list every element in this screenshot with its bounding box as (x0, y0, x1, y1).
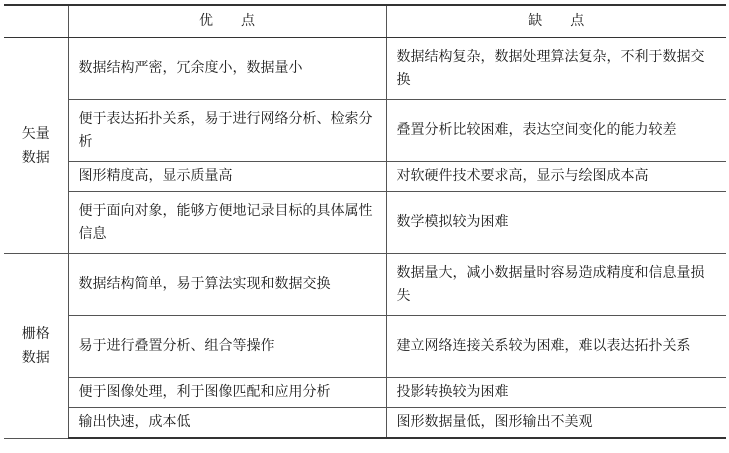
category-label-line2: 数据 (21, 349, 50, 366)
table-row (4, 316, 726, 378)
table-row (4, 408, 726, 439)
category-raster-data (4, 254, 68, 439)
pro-cell: 便于表达拓扑关系，易于进行网络分析、检索分析 (68, 100, 386, 162)
con-cell: 对软硬件技术要求高，显示与绘图成本高 (386, 162, 726, 192)
con-cell: 叠置分析比较困难，表达空间变化的能力较差 (386, 100, 726, 162)
pro-cell: 图形精度高，显示质量高 (68, 162, 386, 192)
table-row (4, 254, 726, 316)
category-label-line1: 矢量 (21, 125, 50, 142)
category-label-line2: 数据 (21, 149, 50, 166)
con-cell: 数据量大，减小数据量时容易造成精度和信息量损失 (386, 254, 726, 316)
table-row (4, 100, 726, 162)
header-pros: 优 点 (68, 5, 386, 38)
pro-cell: 输出快速，成本低 (68, 408, 386, 439)
con-cell: 图形数据量低，图形输出不美观 (386, 408, 726, 439)
pro-cell: 便于面向对象，能够方便地记录目标的具体属性信息 (68, 192, 386, 254)
con-cell: 数据结构复杂，数据处理算法复杂，不利于数据交换 (386, 38, 726, 100)
table-row (4, 38, 726, 100)
table-row (4, 192, 726, 254)
con-cell: 数学模拟较为困难 (386, 192, 726, 254)
table-row (4, 162, 726, 192)
category-label-line1: 栅格 (21, 325, 50, 342)
table-row (4, 378, 726, 408)
con-cell: 建立网络连接关系较为困难，难以表达拓扑关系 (386, 316, 726, 378)
pro-cell: 数据结构简单，易于算法实现和数据交换 (68, 254, 386, 316)
con-cell: 投影转换较为困难 (386, 378, 726, 408)
pro-cell: 易于进行叠置分析、组合等操作 (68, 316, 386, 378)
comparison-table (4, 4, 726, 439)
header-cons: 缺 点 (386, 5, 726, 38)
pro-cell: 数据结构严密，冗余度小，数据量小 (68, 38, 386, 100)
pro-cell: 便于图像处理，利于图像匹配和应用分析 (68, 378, 386, 408)
category-vector-data (4, 38, 68, 254)
header-category (4, 5, 68, 38)
header-row (4, 5, 726, 38)
